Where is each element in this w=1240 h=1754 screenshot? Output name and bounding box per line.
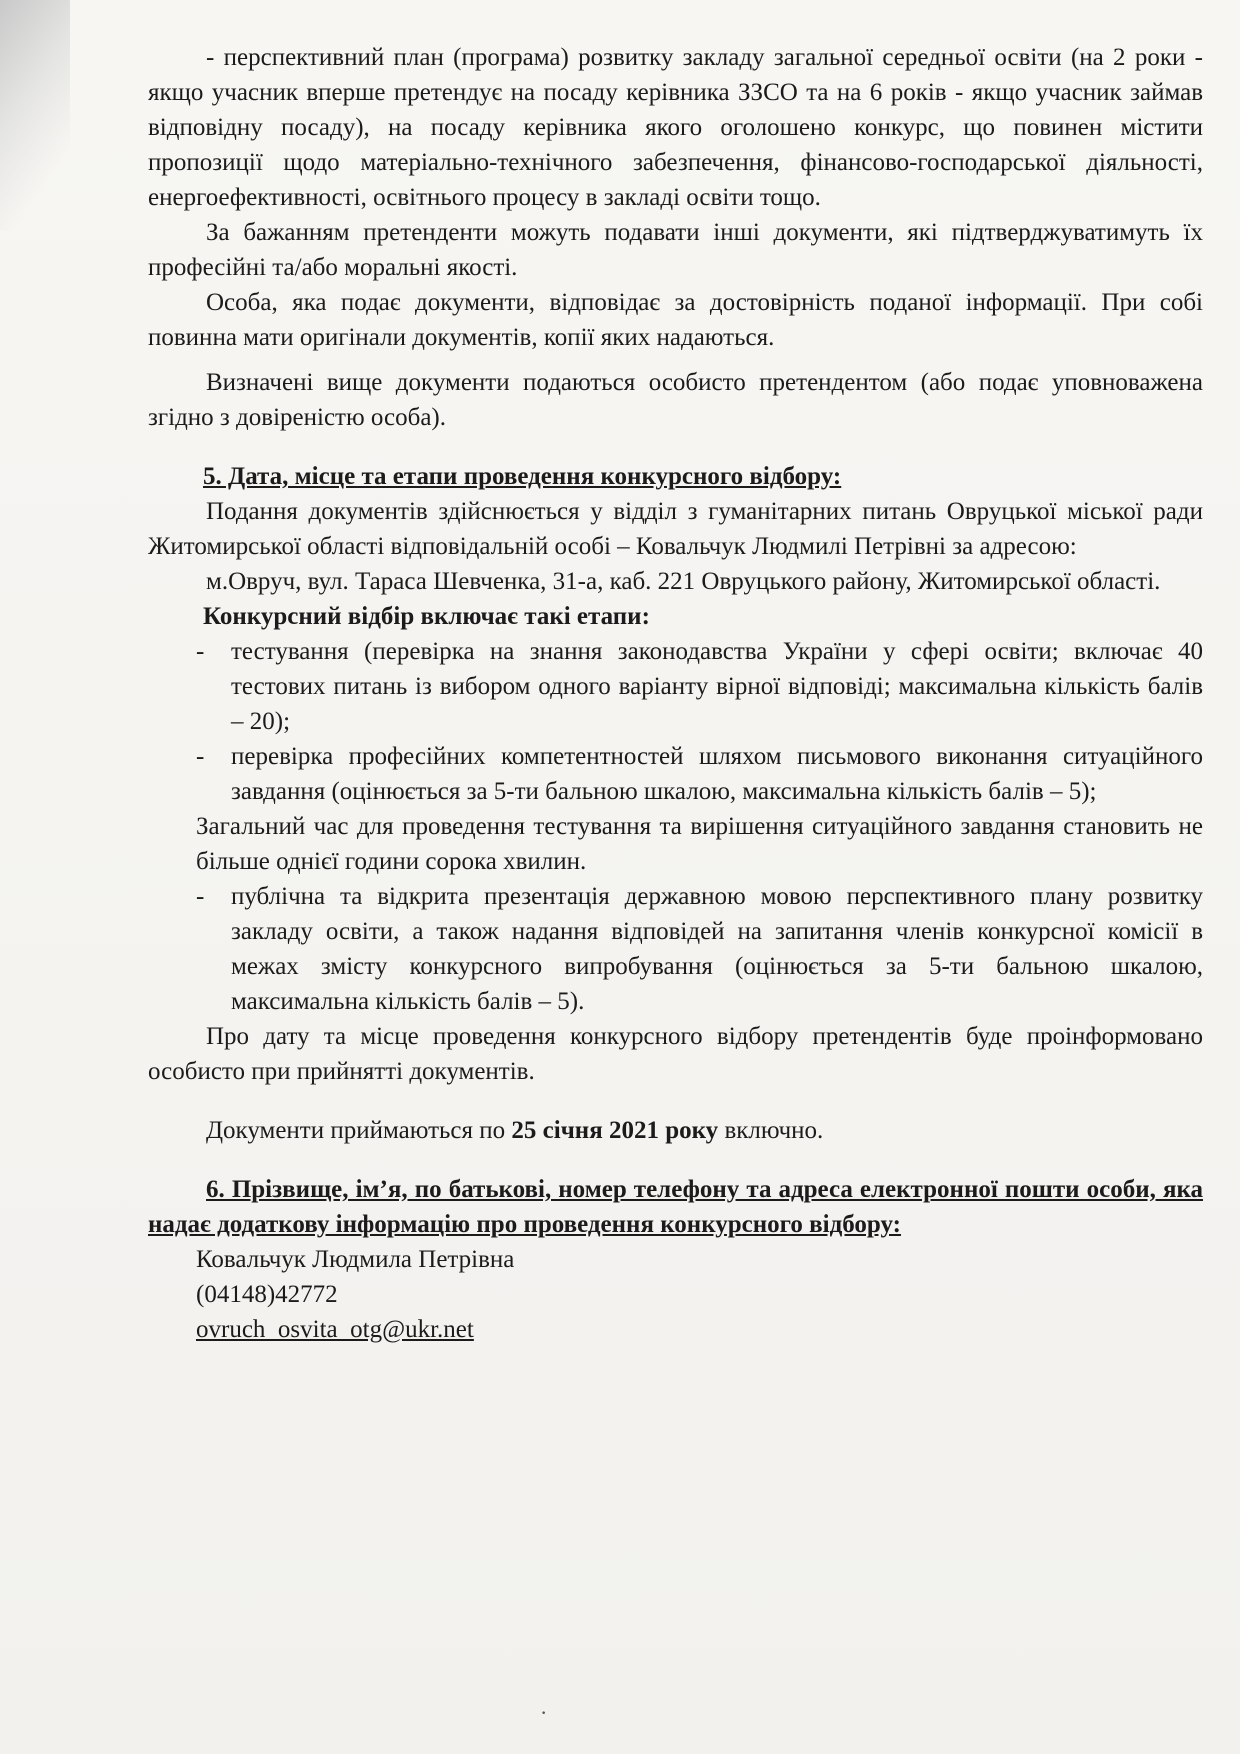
page-fold-shadow — [0, 0, 70, 230]
deadline-prefix: Документи приймаються по — [206, 1117, 512, 1144]
paragraph-total-time: Загальний час для проведення тестування та вирішення ситуаційного завдання становить не більше однієї години сорока хвилин. — [196, 813, 1203, 875]
paragraph-date-notification: Про дату та місце проведення конкурсного відбору претендентів буде проінформовано особисто при прийнятті документів. — [148, 1023, 1203, 1085]
paragraph-submission-place: Подання документів здійснюється у відділ з гуманітарних питань Овруцької міської ради Житомирської області відповідальній особі – Ковальчук Людмилі Петрівні за адресою: — [148, 498, 1203, 560]
stage-3-text: публічна та відкрита презентація державною мовою перспективного плану розвитку закладу освіти, а також надання відповідей на запитання членів конкурсної комісії в межах змісту конкурсного випробування (оцінюється за 5-ти бальною шкалою, максимальна кількість балів – 5). — [231, 883, 1203, 1015]
dash-marker: - — [196, 638, 205, 665]
paragraph-responsibility: Особа, яка подає документи, відповідає за достовірність поданої інформації. При собі повинна мати оригінали документів, копії яких надаються. — [148, 289, 1203, 351]
dash-marker: - — [196, 883, 205, 910]
contact-email-link[interactable]: ovruch_osvita_otg@ukr.net — [196, 1316, 474, 1343]
paragraph-development-plan: - перспективний план (програма) розвитку закладу загальної середньої освіти (на 2 роки - якщо учасник вперше претендує на посаду керівника ЗЗСО та на 6 років - якщо учасник займав відповідну посаду), на посаду керівника якого оголошено конкурс, що повинен містити пропозиції щодо матеріально-технічного забезпечення, фінансово-господарської діяльності, енергоефективності, освітнього процесу в закладі освіти тощо. — [148, 44, 1203, 211]
paragraph-additional-documents: За бажанням претенденти можуть подавати інші документи, які підтверджуватимуть їх професійні та/або моральні якості. — [148, 219, 1203, 281]
stage-1-text: тестування (перевірка на знання законодавства України у сфері освіти; включає 40 тестових питань із вибором одного варіанту вірної відповіді; максимальна кількість балів – 20); — [231, 638, 1203, 735]
deadline-suffix: включно. — [718, 1117, 824, 1144]
list-item-stage-2 — [196, 739, 1203, 809]
list-item-stage-1 — [196, 634, 1203, 739]
paragraph-submission-in-person: Визначені вище документи подаються особисто претендентом (або подає уповноважена згідно з довіреністю особа). — [148, 369, 1203, 431]
paragraph-address: м.Овруч, вул. Тараса Шевченка, 31-а, каб. 221 Овруцького району, Житомирської області. — [206, 568, 1161, 595]
stage-2-text: перевірка професійних компетентностей шляхом письмового виконання ситуаційного завдання (оцінюється за 5-ти бальною шкалою, максимальна кількість балів – 5); — [231, 743, 1203, 805]
contact-phone: (04148)42772 — [196, 1281, 338, 1308]
section-6-heading: 6. Прізвище, ім’я, по батькові, номер телефону та адреса електронної пошти особи, яка надає додаткову інформацію про проведення конкурсного відбору: — [148, 1176, 1203, 1238]
list-item-stage-3 — [196, 879, 1203, 1019]
paragraph-deadline — [148, 1113, 1203, 1148]
section-5-heading: 5. Дата, місце та етапи проведення конкурсного відбору: — [203, 463, 842, 490]
stages-label: Конкурсний відбір включає такі етапи: — [203, 603, 650, 630]
deadline-date: 25 січня 2021 року — [511, 1117, 719, 1144]
scan-mark: · — [540, 1700, 548, 1725]
dash-marker: - — [196, 743, 205, 770]
document-body — [148, 40, 1203, 1347]
contact-name: Ковальчук Людмила Петрівна — [196, 1246, 515, 1273]
